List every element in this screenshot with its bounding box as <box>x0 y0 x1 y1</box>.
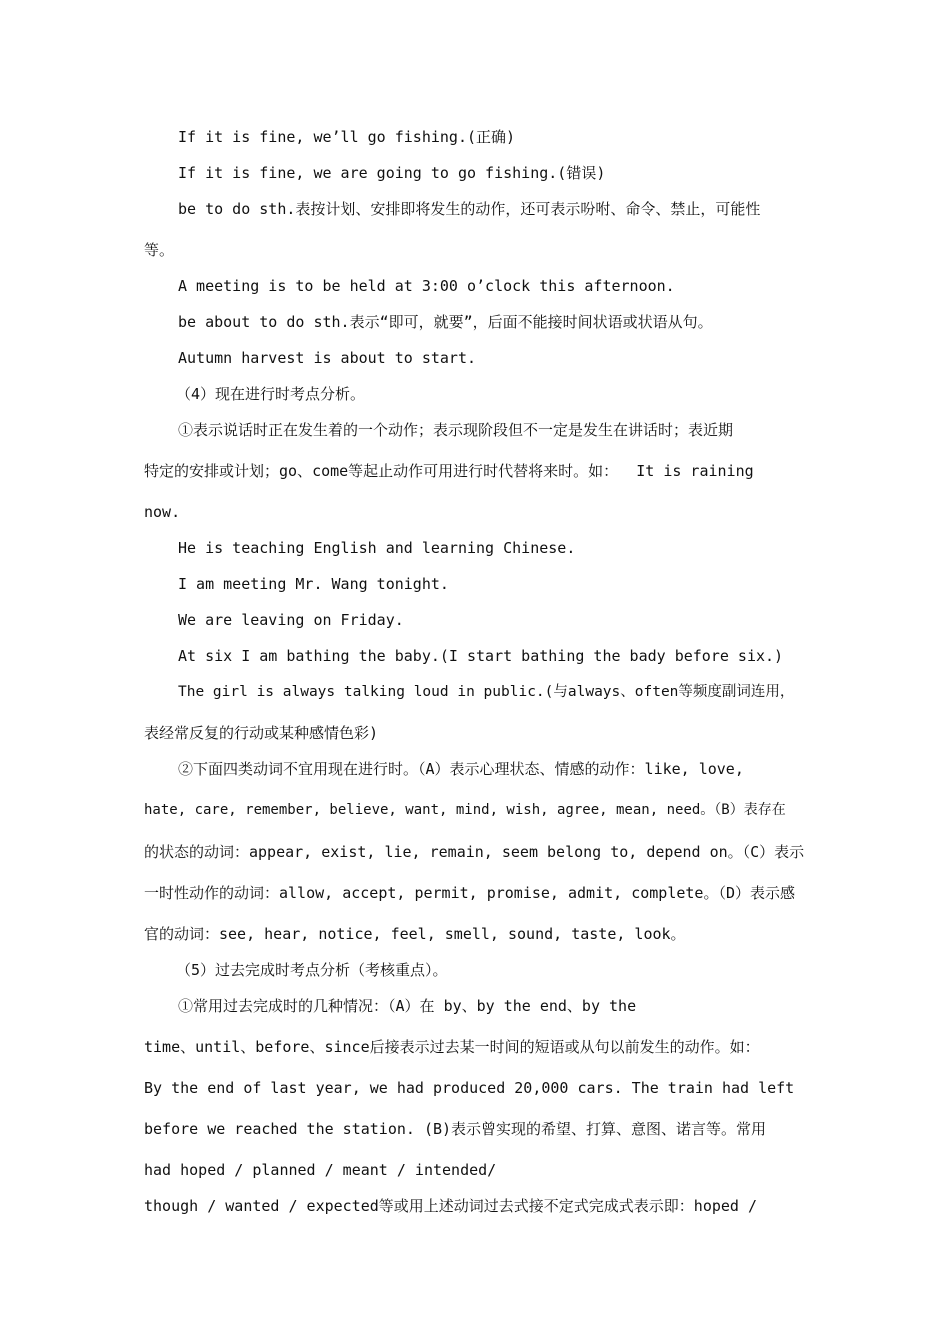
text-line: now. <box>144 503 181 521</box>
text-line: We are leaving on Friday. <box>178 611 404 629</box>
text-line: By the end of last year, we had produced 20,000 cars. The train had left <box>144 1079 795 1097</box>
text-line: before we reached the station. (B)表示曾实现的希望、打算、意图、诺言等。常用 <box>144 1120 767 1138</box>
text-line: be to do sth.表按计划、安排即将发生的动作，还可表示吩咐、命令、禁止，可能性 <box>178 200 761 218</box>
text-line: The girl is always talking loud in public.(与always、often等频度副词连用， <box>178 684 795 700</box>
text-line: If it is fine, we’ll go fishing.(正确) <box>178 128 516 146</box>
text-line: ①常用过去完成时的几种情况：（A）在 by、by the end、by the <box>178 997 637 1015</box>
text-line: hate, care, remember, believe, want, mind, wish, agree, mean, need。（B）表存在 <box>144 802 786 818</box>
text-line: 的状态的动词：appear, exist, lie, remain, seem belong to, depend on。（C）表示 <box>144 843 805 861</box>
text-line: 等。 <box>144 241 175 259</box>
text-line: though / wanted / expected等或用上述动词过去式接不定式完成式表示即：hoped / <box>144 1197 758 1215</box>
section-heading: （4）现在进行时考点分析。 <box>176 385 366 403</box>
text-line: be about to do sth.表示“即可，就要”，后面不能接时间状语或状语从句。 <box>178 313 713 331</box>
text-line: time、until、before、since后接表示过去某一时间的短语或从句以前发生的动作。如： <box>144 1038 760 1056</box>
section-heading: （5）过去完成时考点分析（考核重点）。 <box>176 961 448 979</box>
text-line: 一时性动作的动词：allow, accept, permit, promise, admit, complete。（D）表示感 <box>144 884 795 902</box>
text-line: At six I am bathing the baby.(I start bathing the bady before six.) <box>178 647 784 665</box>
text-line: ①表示说话时正在发生着的一个动作；表示现阶段但不一定是发生在讲话时；表近期 <box>178 421 734 439</box>
text-line: I am meeting Mr. Wang tonight. <box>178 575 449 593</box>
text-line: If it is fine, we are going to go fishing.(错误) <box>178 164 606 182</box>
text-line: 官的动词：see, hear, notice, feel, smell, sound, taste, look。 <box>144 925 686 943</box>
text-line: Autumn harvest is about to start. <box>178 349 477 367</box>
text-line: He is teaching English and learning Chinese. <box>178 539 576 557</box>
text-line: ②下面四类动词不宜用现在进行时。（A）表示心理状态、情感的动作：like, love, <box>178 760 744 778</box>
text-line: 表经常反复的行动或某种感情色彩) <box>144 724 379 742</box>
text-line: A meeting is to be held at 3:00 o’clock this afternoon. <box>178 277 675 295</box>
text-line: had hoped / planned / meant / intended/ <box>144 1161 497 1179</box>
text-line: 特定的安排或计划；go、come等起止动作可用进行时代替将来时。如： It is raining <box>144 462 754 480</box>
